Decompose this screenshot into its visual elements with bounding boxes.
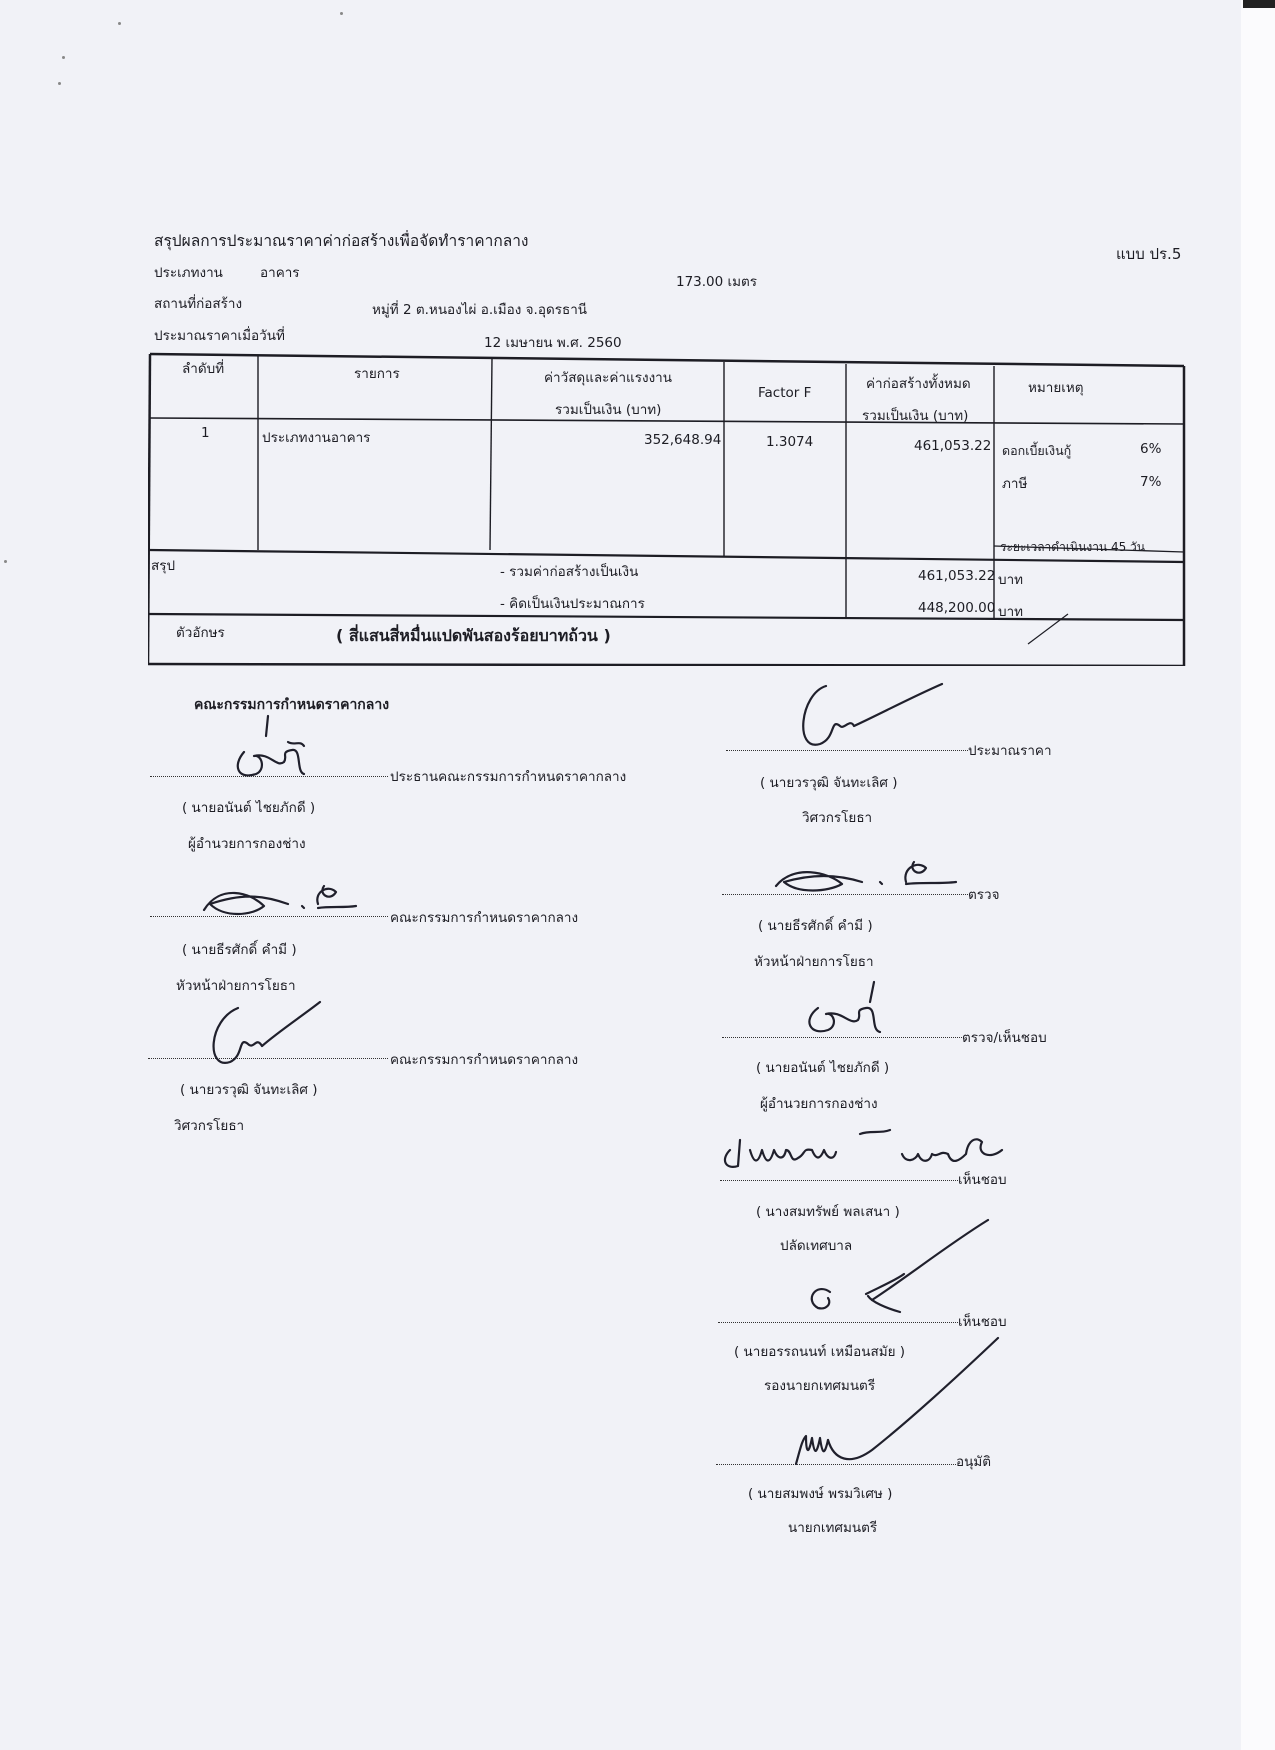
summary-line1-unit: บาท	[998, 572, 1024, 588]
summary-line2-label: - คิดเป็นเงินประมาณการ	[500, 596, 645, 612]
scan-speck	[4, 560, 7, 563]
approval-role-3: ตรวจ/เห็นชอบ	[962, 1030, 1047, 1046]
header-no: ลำดับที่	[182, 361, 225, 377]
approval-position-5: รองนายกเทศมนตรี	[764, 1378, 876, 1394]
approval-name-3: ( นายอนันต์ ไชยภักดี )	[756, 1060, 890, 1076]
approval-position-4: ปลัดเทศบาล	[780, 1238, 853, 1254]
amount-words-label: ตัวอักษร	[176, 625, 225, 641]
approval-name-4: ( นางสมทรัพย์ พลเสนา )	[756, 1204, 900, 1220]
page-corner-mark	[1243, 0, 1275, 8]
committee-name-3: ( นายวรวุฒิ จันทะเลิศ )	[180, 1082, 318, 1098]
committee-name-2: ( นายธีรศักดิ์ คำมี )	[182, 942, 297, 958]
header-cost-line2: รวมเป็นเงิน (บาท)	[555, 402, 662, 418]
signature-municipal-clerk	[720, 1120, 1020, 1180]
header-total-line2: รวมเป็นเงิน (บาท)	[862, 408, 969, 424]
remark-tax-label: ภาษี	[1002, 476, 1028, 492]
row-cost: 352,648.94	[644, 432, 722, 448]
row-no: 1	[201, 425, 210, 441]
approval-role-1: ประมาณราคา	[968, 743, 1052, 759]
approval-position-6: นายกเทศมนตรี	[788, 1520, 878, 1536]
committee-position-2: หัวหน้าฝ่ายการโยธา	[176, 978, 296, 994]
header-remark: หมายเหตุ	[1028, 380, 1084, 396]
row-item: ประเภทงานอาคาร	[262, 430, 371, 446]
signature-line	[720, 1180, 958, 1181]
approval-position-3: ผู้อำนวยการกองช่าง	[760, 1096, 878, 1112]
summary-line2-value: 448,200.00	[918, 600, 996, 616]
date-label: ประมาณราคาเมื่อวันที่	[154, 328, 285, 344]
signature-chairman	[226, 712, 316, 782]
approval-role-5: เห็นชอบ	[958, 1314, 1007, 1330]
signature-committee-2	[200, 864, 360, 924]
committee-position-3: วิศวกรโยธา	[174, 1118, 245, 1134]
approval-position-1: วิศวกรโยธา	[802, 810, 873, 826]
header-item: รายการ	[354, 366, 400, 382]
document-title: สรุปผลการประมาณราคาค่าก่อสร้างเพื่อจัดทำราคากลาง	[154, 232, 529, 250]
page-edge	[1241, 0, 1275, 1750]
area-value: 173.00 เมตร	[676, 274, 758, 290]
row-total: 461,053.22	[914, 438, 992, 454]
remark-tax-value: 7%	[1140, 474, 1162, 490]
row-factor: 1.3074	[766, 434, 814, 450]
approval-position-2: หัวหน้าฝ่ายการโยธา	[754, 954, 874, 970]
form-code: แบบ ปร.5	[1116, 245, 1182, 263]
location-value: หมู่ที่ 2 ต.หนองไผ่ อ.เมือง จ.อุดรธานี	[372, 302, 588, 318]
summary-line1-value: 461,053.22	[918, 568, 996, 584]
amount-words-value: ( สี่แสนสี่หมื่นแปดพันสองร้อยบาทถ้วน )	[336, 626, 611, 645]
approval-role-4: เห็นชอบ	[958, 1172, 1007, 1188]
signature-division-director	[796, 978, 906, 1038]
header-cost-line1: ค่าวัสดุและค่าแรงงาน	[544, 370, 672, 386]
approval-role-2: ตรวจ	[968, 887, 1000, 903]
approval-name-6: ( นายสมพงษ์ พรมวิเศษ )	[748, 1486, 893, 1502]
signature-estimator	[780, 674, 950, 754]
committee-role-3: คณะกรรมการกำหนดราคากลาง	[390, 1052, 579, 1068]
scan-speck	[58, 82, 61, 85]
approval-name-1: ( นายวรวุฒิ จันทะเลิศ )	[760, 775, 898, 791]
scan-speck	[118, 22, 121, 25]
header-factor: Factor F	[758, 385, 812, 401]
remark-interest-label: ดอกเบี้ยเงินกู้	[1002, 443, 1072, 458]
scan-speck	[340, 12, 343, 15]
remark-interest-value: 6%	[1140, 441, 1162, 457]
signature-mayor	[790, 1334, 1010, 1474]
committee-role-1: ประธานคณะกรรมการกำหนดราคากลาง	[390, 769, 627, 785]
remark-duration: ระยะเวลาดำเนินงาน 45 วัน	[1000, 540, 1145, 554]
summary-line2-unit: บาท	[998, 604, 1024, 620]
approval-name-5: ( นายอรรถนนท์ เหมือนสมัย )	[734, 1344, 906, 1360]
work-type-label: ประเภทงาน	[154, 265, 223, 281]
summary-label: สรุป	[151, 558, 176, 574]
work-type-value: อาคาร	[260, 265, 300, 281]
approval-name-2: ( นายธีรศักดิ์ คำมี )	[758, 918, 873, 934]
committee-name-1: ( นายอนันต์ ไชยภักดี )	[182, 800, 316, 816]
summary-line1-label: - รวมค่าก่อสร้างเป็นเงิน	[500, 564, 639, 580]
scan-speck	[62, 56, 65, 59]
location-label: สถานที่ก่อสร้าง	[154, 296, 243, 312]
header-total-line1: ค่าก่อสร้างทั้งหมด	[866, 376, 971, 392]
estimate-table	[148, 352, 1186, 666]
committee-role-2: คณะกรรมการกำหนดราคากลาง	[390, 910, 579, 926]
signature-committee-3	[198, 996, 328, 1076]
signature-inspector	[770, 842, 960, 902]
date-value: 12 เมษายน พ.ศ. 2560	[484, 335, 622, 351]
committee-heading: คณะกรรมการกำหนดราคากลาง	[194, 697, 390, 713]
signature-deputy-mayor	[796, 1216, 996, 1326]
committee-position-1: ผู้อำนวยการกองช่าง	[188, 836, 306, 852]
approval-role-6: อนุมัติ	[956, 1454, 992, 1470]
